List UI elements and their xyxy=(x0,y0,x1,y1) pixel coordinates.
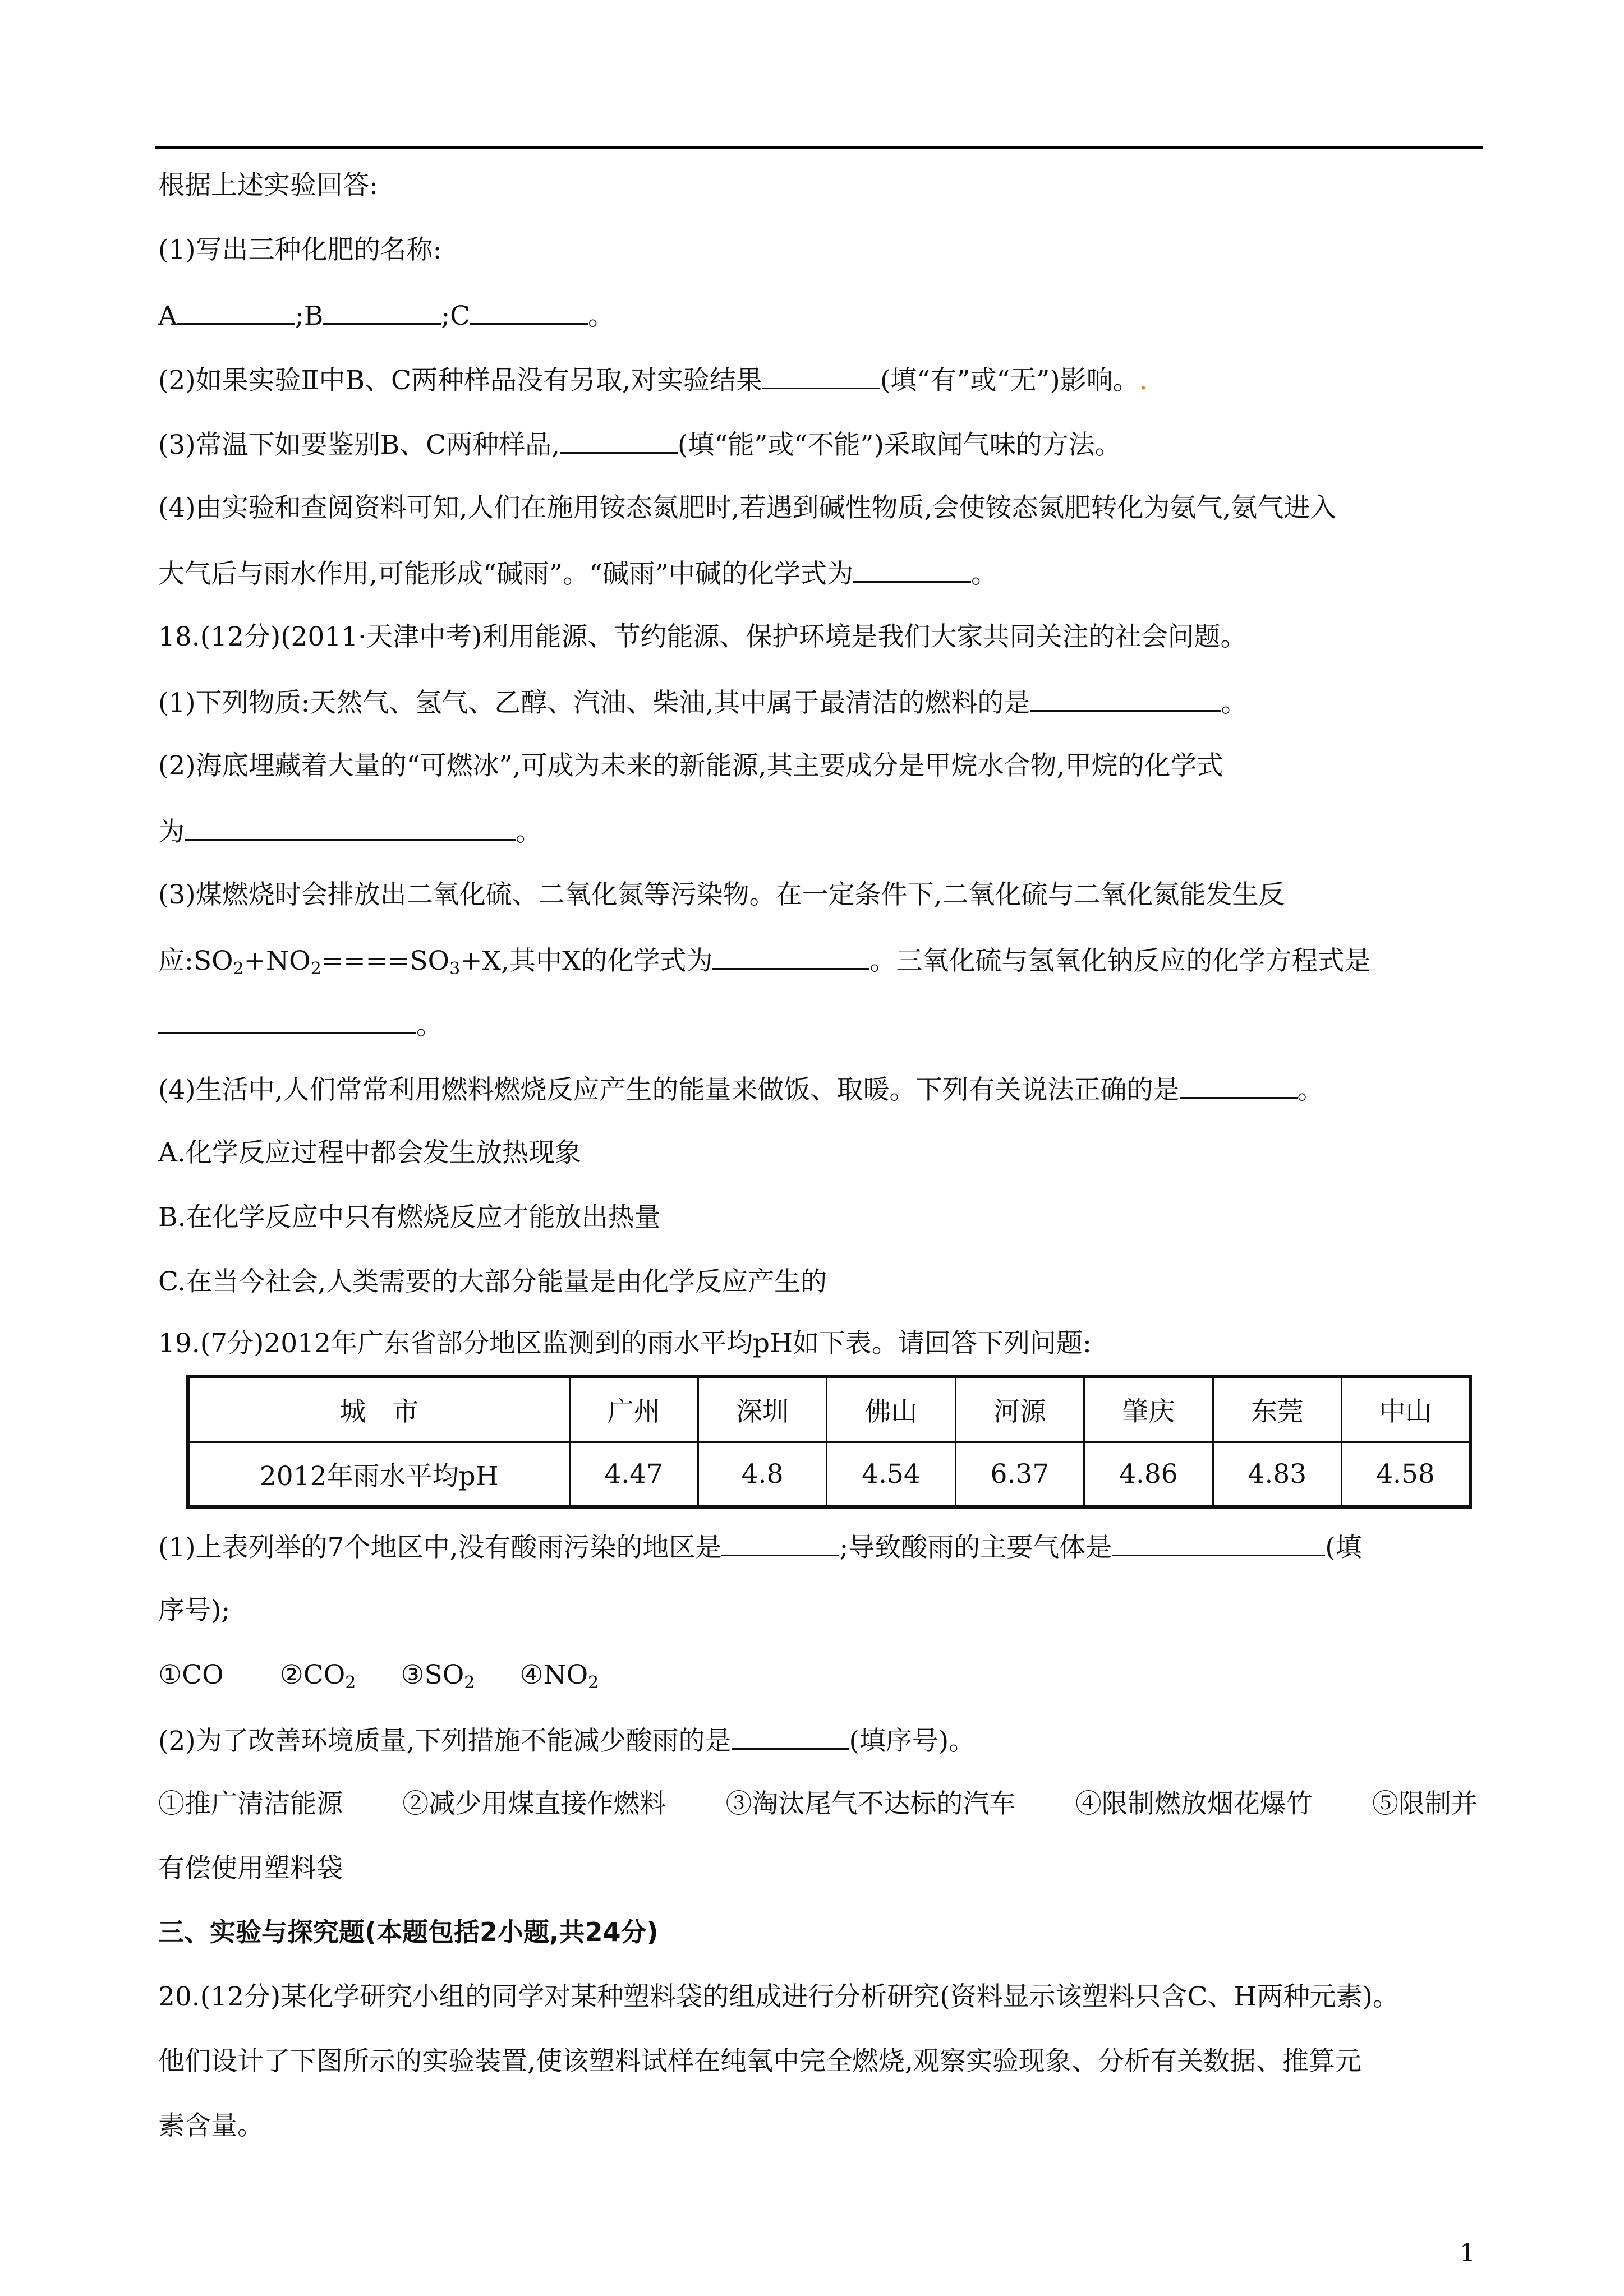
city-cell: 河源 xyxy=(955,1377,1084,1442)
ph-value-cell: 4.83 xyxy=(1213,1442,1341,1507)
q18-part1: (1)下列物质:天然气、氢气、乙醇、汽油、柴油,其中属于最清洁的燃料的是 。 xyxy=(158,684,1247,721)
answer-blank[interactable] xyxy=(762,362,880,389)
answer-blank[interactable] xyxy=(560,426,678,454)
ph-table xyxy=(186,1375,1472,1509)
page-number: 1 xyxy=(1460,2239,1475,2267)
answer-blank[interactable] xyxy=(853,555,971,583)
q19-part1-line2: 序号); xyxy=(158,1595,231,1626)
q18-part4: (4)生活中,人们常常利用燃料燃烧反应产生的能量来做饭、取暖。下列有关说法正确的是 。 xyxy=(158,1071,1324,1108)
answer-blank[interactable] xyxy=(721,1529,839,1556)
q17-part1: (1)写出三种化肥的名称: xyxy=(158,234,442,265)
q19-gas-options: ①CO $②CO_2$ $③SO_2$ $④NO_2$ xyxy=(158,1659,599,1693)
q18-stem: 18.(12分)(2011·天津中考)利用能源、节约能源、保护环境是我们大家共同关注的社会问题。 xyxy=(158,621,1247,652)
table-row xyxy=(188,1442,1470,1507)
q18-option-c: C.在当今社会,人类需要的大部分能量是由化学反应产生的 xyxy=(158,1266,827,1297)
city-cell: 佛山 xyxy=(827,1377,955,1442)
row-label: 2012年雨水平均pH xyxy=(188,1442,569,1507)
answer-blank[interactable] xyxy=(712,942,869,970)
answer-blank-c[interactable] xyxy=(470,297,588,325)
answer-blank[interactable] xyxy=(732,1722,849,1750)
header-rule xyxy=(155,146,1483,149)
table-row xyxy=(188,1377,1470,1442)
q18-part2-line2: 为 。 xyxy=(158,813,542,850)
q18-part2-line1: (2)海底埋藏着大量的“可燃冰”,可成为未来的新能源,其主要成分是甲烷水合物,甲烷的化学式 xyxy=(158,750,1223,781)
answer-blank-b[interactable] xyxy=(323,297,441,325)
q17-part1-answers: A ;B ;C 。 xyxy=(158,297,614,334)
q17-part4-line2: 大气后与雨水作用,可能形成“碱雨”。“碱雨”中碱的化学式为 。 xyxy=(158,555,997,592)
q19-stem: 19.(7分)2012年广东省部分地区监测到的雨水平均pH如下表。请回答下列问题: xyxy=(158,1328,1092,1359)
answer-blank[interactable] xyxy=(1030,684,1221,712)
q19-measures: ①推广清洁能源 ②减少用煤直接作燃料 ③淘汰尾气不达标的汽车 ④限制燃放烟花爆竹 ⑤限制并 xyxy=(158,1788,1478,1819)
city-cell: 深圳 xyxy=(698,1377,826,1442)
answer-blank[interactable] xyxy=(158,1007,416,1034)
ph-value-cell: 4.54 xyxy=(827,1442,955,1507)
city-cell: 东莞 xyxy=(1213,1377,1341,1442)
q18-option-a: A.化学反应过程中都会发生放热现象 xyxy=(158,1137,581,1168)
city-cell: 广州 xyxy=(569,1377,698,1442)
ph-value-cell: 6.37 xyxy=(955,1442,1084,1507)
answer-blank[interactable] xyxy=(1112,1529,1325,1556)
ph-value-cell: 4.86 xyxy=(1084,1442,1213,1507)
q19-measures-line2: 有偿使用塑料袋 xyxy=(158,1853,343,1884)
q17-part2: (2)如果实验Ⅱ中B、C两种样品没有另取,对实验结果 (填“有”或“无”)影响。. xyxy=(158,362,1148,398)
q19-part2: (2)为了改善环境质量,下列措施不能减少酸雨的是 (填序号)。 xyxy=(158,1722,975,1759)
city-cell: 中山 xyxy=(1342,1377,1470,1442)
q18-part3-line2: 应$:SO_2+NO_2====SO_3+X$,其中X的化学式为 。三氧化硫与氢氧化钠反应的化学方程式是 xyxy=(158,942,1370,979)
q17-intro: 根据上述实验回答: xyxy=(158,170,378,201)
q18-option-b: B.在化学反应中只有燃烧反应才能放出热量 xyxy=(158,1202,661,1233)
ph-value-cell: 4.8 xyxy=(698,1442,826,1507)
ph-value-cell: 4.47 xyxy=(569,1442,698,1507)
answer-blank[interactable] xyxy=(1180,1071,1298,1099)
table-header-label: 城 市 xyxy=(188,1377,569,1442)
q18-part3-line3: 。 xyxy=(158,1007,443,1043)
q19-part1-line1: (1)上表列举的7个地区中,没有酸雨污染的地区是 ;导致酸雨的主要气体是 (填 xyxy=(158,1529,1362,1565)
q20-line2: 他们设计了下图所示的实验装置,使该塑料试样在纯氧中完全燃烧,观察实验现象、分析有关数据、推算元 xyxy=(158,2046,1361,2077)
q17-part3: (3)常温下如要鉴别B、C两种样品, (填“能”或“不能”)采取闻气味的方法。 xyxy=(158,426,1121,463)
answer-blank[interactable] xyxy=(185,813,516,841)
ph-value-cell: 4.58 xyxy=(1342,1442,1470,1507)
q20-line3: 素含量。 xyxy=(158,2110,264,2141)
q17-part4-line1: (4)由实验和查阅资料可知,人们在施用铵态氮肥时,若遇到碱性物质,会使铵态氮肥转化为氨气,氨气进入 xyxy=(158,492,1337,523)
q18-part3-line1: (3)煤燃烧时会排放出二氧化硫、二氧化氮等污染物。在一定条件下,二氧化硫与二氧化氮能发生反 xyxy=(158,879,1285,910)
city-cell: 肇庆 xyxy=(1084,1377,1213,1442)
answer-blank-a[interactable] xyxy=(177,297,295,325)
q20-line1: 20.(12分)某化学研究小组的同学对某种塑料袋的组成进行分析研究(资料显示该塑料只含C、H两种元素)。 xyxy=(158,1981,1399,2012)
section-title: 三、实验与探究题(本题包括2小题,共24分) xyxy=(158,1917,659,1947)
